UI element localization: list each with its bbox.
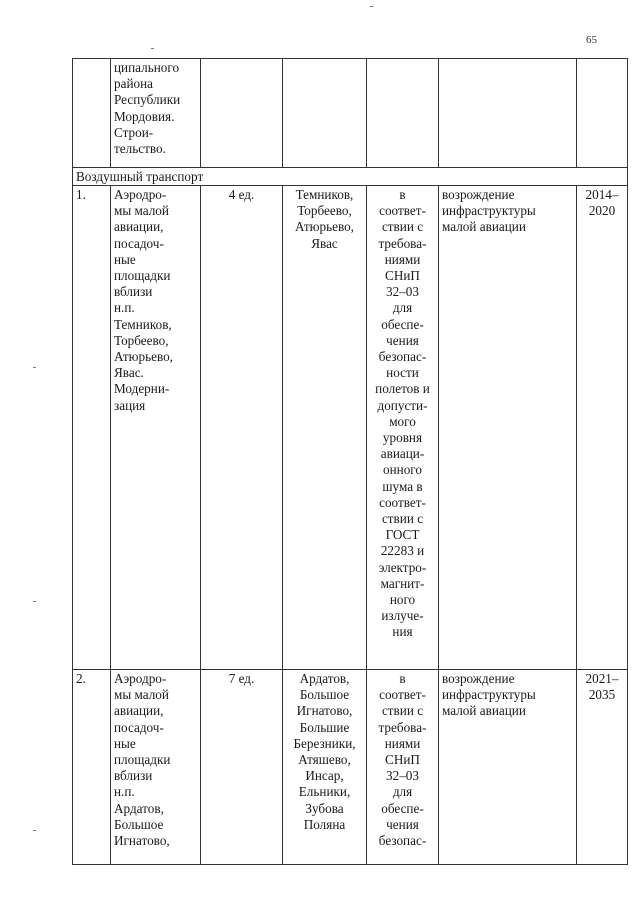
scan-speck	[33, 830, 36, 831]
continuation-row	[73, 59, 628, 168]
quantity: 4 ед.	[201, 186, 283, 670]
location: Ардатов, Большое Игнатово, Большие Березники, Атяшево, Инсар, Ельники, Зубова Поляна	[283, 670, 367, 865]
planning-table	[72, 58, 628, 865]
quantity: 7 ед.	[201, 670, 283, 865]
cell-period	[577, 59, 628, 168]
purpose: возрождение инфраструктуры малой авиации	[439, 186, 577, 670]
table-row	[73, 186, 628, 670]
cell-qty	[201, 59, 283, 168]
cell-location	[283, 59, 367, 168]
row-number: 1.	[73, 186, 111, 670]
object-name: Аэродро- мы малой авиации, посадоч- ные площадки вблизи н.п. Темников, Торбеево, Атюрьево, Явас. Модерни- зация	[111, 186, 201, 670]
section-title: Воздушный транспорт	[73, 168, 628, 186]
table-row	[73, 670, 628, 865]
section-header-row	[73, 168, 628, 186]
cell-name: ципального района Республики Мордовия. Строи- тельство.	[111, 59, 201, 168]
page-number: 65	[586, 34, 597, 46]
requirements: в соответ- ствии с требова- ниями СНиП 32–03 для обеспе- чения безопас- ности полетов и допусти- мого уровня авиаци- онного шума в соответ- ствии с ГОСТ 22283 и электро- магнит- ного излуче- ния	[367, 186, 439, 670]
cell-purpose	[439, 59, 577, 168]
requirements: в соответ- ствии с требова- ниями СНиП 32–03 для обеспе- чения безопас-	[367, 670, 439, 865]
purpose: возрождение инфраструктуры малой авиации	[439, 670, 577, 865]
period: 2014– 2020	[577, 186, 628, 670]
row-number: 2.	[73, 670, 111, 865]
object-name: Аэродро- мы малой авиации, посадоч- ные площадки вблизи н.п. Ардатов, Большое Игнатово,	[111, 670, 201, 865]
scan-speck	[33, 367, 36, 368]
location: Темников, Торбеево, Атюрьево, Явас	[283, 186, 367, 670]
period: 2021– 2035	[577, 670, 628, 865]
scan-speck	[151, 48, 154, 49]
cell-requirements	[367, 59, 439, 168]
scan-speck	[370, 6, 373, 7]
cell-num	[73, 59, 111, 168]
scan-speck	[33, 601, 36, 602]
